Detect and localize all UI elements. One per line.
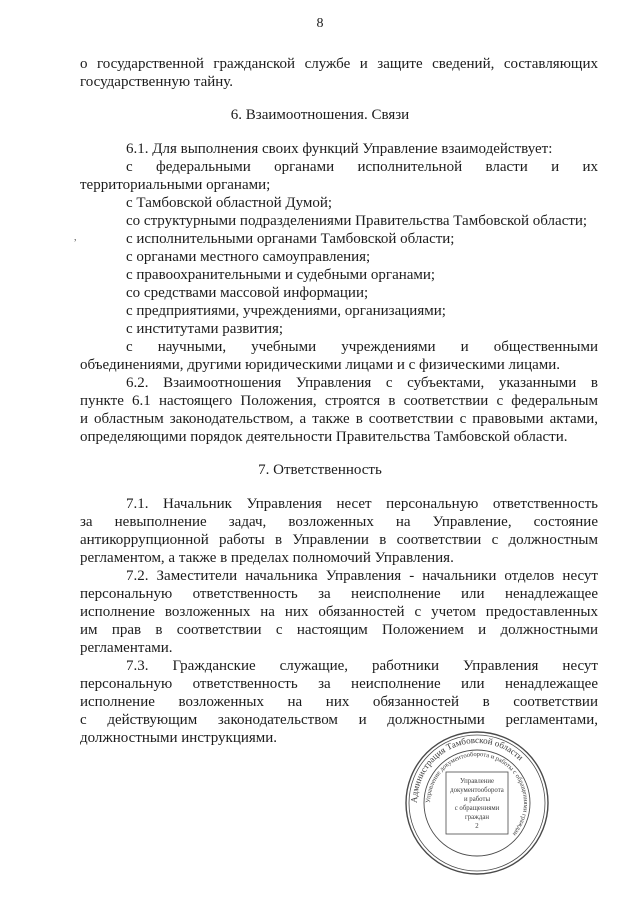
stamp-center-line: и работы xyxy=(463,796,491,803)
text-line: за невыполнение задач, возложенных на Управление, состояние xyxy=(80,514,598,530)
text-line: с действующим законодательством и должностными регламентами, xyxy=(80,712,598,728)
text-line: с органами местного самоуправления; xyxy=(126,249,371,265)
text-line: с институтами развития; xyxy=(126,321,284,337)
text-line: 6.1. Для выполнения своих функций Управление взаимодействует: xyxy=(126,141,553,157)
text-line: персональную ответственность за неисполнение или ненадлежащее xyxy=(80,586,598,602)
text-line: пункте 6.1 настоящего Положения, строятся в соответствии с федеральным xyxy=(80,393,598,409)
stamp-center-line: Управление xyxy=(459,778,495,785)
text-line: с предприятиями, учреждениями, организациями; xyxy=(126,303,446,319)
text-line: антикоррупционной работы в Управлении в соответствии с должностным xyxy=(80,532,598,548)
text-line: им прав в соответствии с настоящим Положением и должностными xyxy=(80,622,598,638)
text-line: о государственной гражданской службе и защите сведений, составляющих xyxy=(80,56,598,72)
section-heading: 7. Ответственность xyxy=(258,462,382,478)
text-line: со структурными подразделениями Правительства Тамбовской области; xyxy=(126,213,588,229)
text-line: со средствами массовой информации; xyxy=(126,285,369,301)
official-stamp xyxy=(402,728,552,878)
text-line: должностными инструкциями. xyxy=(80,730,278,746)
text-line: исполнение возложенных на них обязанностей с учетом предоставленных xyxy=(80,604,598,620)
text-line: с федеральными органами исполнительной власти и их xyxy=(126,159,598,175)
text-line: с Тамбовской областной Думой; xyxy=(126,195,333,211)
text-line: 7.2. Заместители начальника Управления - начальники отделов несут xyxy=(126,568,598,584)
text-line: 6.2. Взаимоотношения Управления с субъектами, указанными в xyxy=(126,375,598,391)
text-line: 7.1. Начальник Управления несет персональную ответственность xyxy=(126,496,598,512)
text-line: определяющими порядок деятельности Правительства Тамбовской области. xyxy=(80,429,568,445)
text-line: и областным законодательством, а также в соответствии с правовыми актами, xyxy=(80,411,598,427)
text-line: государственную тайну. xyxy=(80,74,234,90)
text-line: регламентом, а также в пределах полномочий Управления. xyxy=(80,550,454,566)
stamp-center-line: граждан xyxy=(464,814,490,821)
text-line: 7.3. Гражданские служащие, работники Управления несут xyxy=(126,658,598,674)
text-line: объединениями, другими юридическими лицами и с физическими лицами. xyxy=(80,357,561,373)
scan-mark: , xyxy=(74,232,77,243)
stamp-inner-text: Управление документооборота и работы с обращениями граждан xyxy=(424,750,530,838)
stamp-center-line: 2 xyxy=(475,823,479,830)
text-line: территориальными органами; xyxy=(80,177,271,193)
text-line: с научными, учебными учреждениями и общественными xyxy=(126,339,598,355)
text-line: с правоохранительными и судебными органами; xyxy=(126,267,436,283)
text-line: с исполнительными органами Тамбовской области; xyxy=(126,231,455,247)
stamp-center-line: документооборота xyxy=(450,787,504,794)
stamp-center-line: с обращениями xyxy=(454,805,500,812)
text-line: персональную ответственность за неисполнение или ненадлежащее xyxy=(80,676,598,692)
stamp-outer-text: Администрация Тамбовской области xyxy=(408,734,526,804)
text-line: исполнение возложенных на них обязанностей в соответствии xyxy=(80,694,598,710)
text-line: регламентами. xyxy=(80,640,173,656)
section-heading: 6. Взаимоотношения. Связи xyxy=(230,107,410,123)
page-number: 8 xyxy=(316,16,324,31)
